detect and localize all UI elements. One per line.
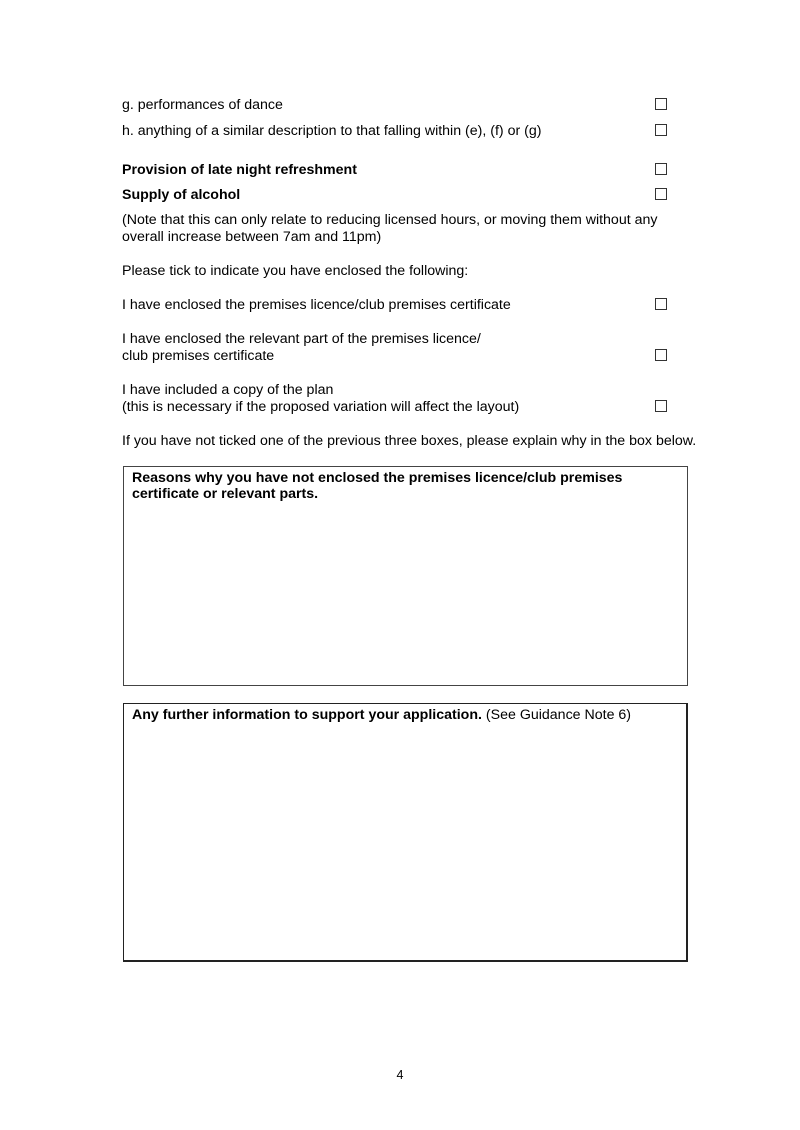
note-line-1: (Note that this can only relate to reducing licensed hours, or moving them without any xyxy=(122,212,658,228)
page-number: 4 xyxy=(396,1068,404,1082)
enclosed-relevant-part-label xyxy=(122,331,481,365)
further-title: Any further information to support your application. xyxy=(132,707,482,723)
relevant-line-2: club premises certificate xyxy=(122,348,275,364)
item-h-label: h. anything of a similar description to that falling within (e), (f) or (g) xyxy=(122,123,542,139)
checkbox-similar-description[interactable] xyxy=(655,124,667,136)
checkbox-late-night-refreshment[interactable] xyxy=(655,163,667,175)
enclosed-instruction: Please tick to indicate you have enclosed the following: xyxy=(122,263,469,279)
note-line-2: overall increase between 7am and 11pm) xyxy=(122,229,382,245)
explain-instruction: If you have not ticked one of the previous three boxes, please explain why in the box below. xyxy=(122,433,697,449)
supply-of-alcohol-label: Supply of alcohol xyxy=(122,187,241,203)
late-night-refreshment-label: Provision of late night refreshment xyxy=(122,162,357,178)
enclosed-licence-label: I have enclosed the premises licence/club premises certificate xyxy=(122,297,511,313)
plan-line-2: (this is necessary if the proposed variation will affect the layout) xyxy=(122,399,520,415)
checkbox-performances-of-dance[interactable] xyxy=(655,98,667,110)
plan-line-1: I have included a copy of the plan xyxy=(122,382,334,398)
checkbox-included-plan[interactable] xyxy=(655,400,667,412)
checkbox-enclosed-licence[interactable] xyxy=(655,298,667,310)
further-information-textbox[interactable] xyxy=(123,703,688,962)
included-plan-label xyxy=(122,382,519,416)
reasons-textbox[interactable] xyxy=(123,466,688,686)
checkbox-supply-of-alcohol[interactable] xyxy=(655,188,667,200)
relevant-line-1: I have enclosed the relevant part of the premises licence/ xyxy=(122,331,481,347)
guidance-note-reference: (See Guidance Note 6) xyxy=(481,707,632,723)
reasons-title-line-1: Reasons why you have not enclosed the premises licence/club premises xyxy=(132,470,623,486)
further-title-line xyxy=(132,707,678,723)
checkbox-enclosed-relevant-part[interactable] xyxy=(655,349,667,361)
item-g-label: g. performances of dance xyxy=(122,97,283,113)
reasons-title-line-2: certificate or relevant parts. xyxy=(132,486,319,502)
note-text xyxy=(122,212,657,246)
